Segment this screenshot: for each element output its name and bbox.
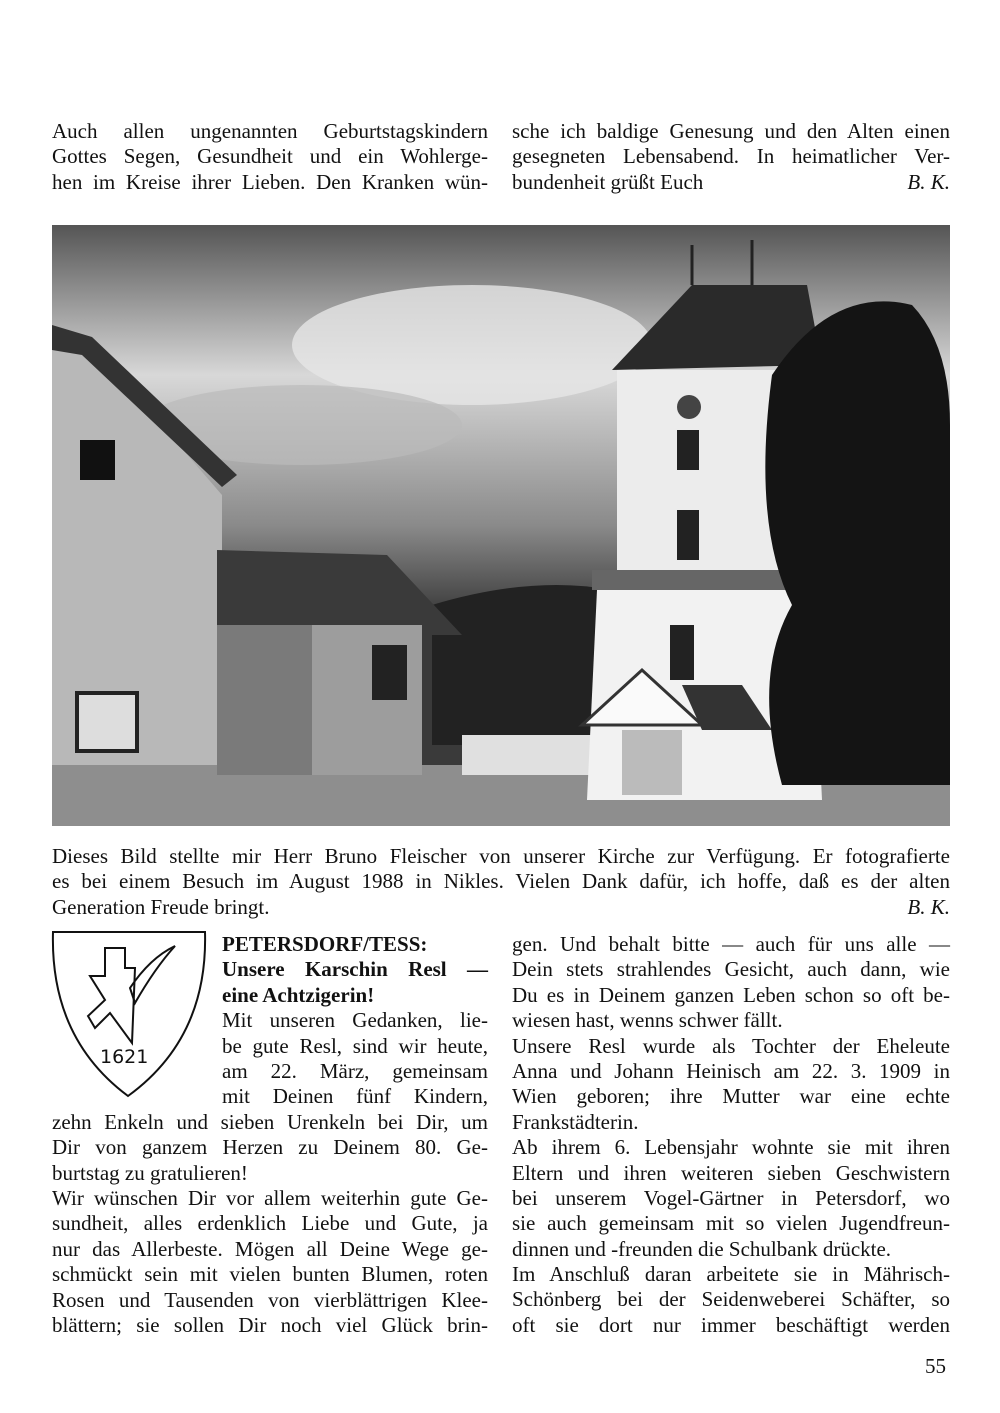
text-line: Gottes Segen, Gesundheit und ein Wohlerge-	[52, 144, 488, 169]
text-line: nur das Allerbeste. Mögen all Deine Wege ge-	[52, 1236, 488, 1261]
coat-of-arms-emblem	[50, 928, 208, 1098]
caption-line: Dieses Bild stellte mir Herr Bruno Fleischer von unserer Kirche zur Verfügung. Er fotografierte	[52, 844, 950, 868]
text-line: am 22. März, gemeinsam	[222, 1058, 488, 1083]
photo-caption	[52, 844, 950, 920]
text-line: Im Anschluß daran arbeitete sie in Mährisch-	[512, 1262, 950, 1287]
text-line: sche ich baldige Genesung und den Alten einen	[512, 119, 950, 143]
text-line: gesegneten Lebensabend. In heimatlicher Ver-	[512, 144, 950, 169]
text-line: wiesen hast, wenns schwer fällt.	[512, 1008, 783, 1033]
article-right-column	[512, 932, 950, 1338]
text-line: burtstag zu gratulieren!	[52, 1160, 248, 1185]
text-line: sie auch gemeinsam mit so vielen Jugendfreun-	[512, 1211, 950, 1236]
text-line: Ab ihrem 6. Lebensjahr wohnte sie mit ihren	[512, 1135, 950, 1160]
text-line: zehn Enkeln und sieben Urenkeln bei Dir, um	[52, 1109, 488, 1134]
text-line: oft sie dort nur immer beschäftigt werden	[512, 1312, 950, 1337]
text-line: Wien geboren; ihre Mutter war eine echte	[512, 1084, 950, 1109]
page-number: 55	[925, 1354, 946, 1378]
church-photo	[52, 225, 950, 826]
article-heading-place: PETERSDORF/TESS:	[222, 932, 428, 956]
text-line: sundheit, alles erdenklich Liebe und Gute, ja	[52, 1211, 488, 1236]
text: Generation Freude bringt.	[52, 894, 270, 919]
top-right-column	[512, 119, 950, 195]
text-line: Dir von ganzem Herzen zu Deinem 80. Ge-	[52, 1135, 488, 1160]
text-line: Anna und Johann Heinisch am 22. 3. 1909 in	[512, 1058, 950, 1083]
text-line: Mit unseren Gedanken, lie-	[222, 1008, 488, 1033]
text-line: bei unserem Vogel-Gärtner in Petersdorf, wo	[512, 1185, 950, 1210]
text-line: Rosen und Tausenden von vierblättrigen Klee-	[52, 1287, 488, 1312]
article-beside-emblem	[222, 932, 488, 1110]
emblem-year: 1621	[100, 1046, 149, 1068]
article-heading: eine Achtzigerin!	[222, 982, 375, 1007]
text-line: dinnen und -freunden die Schulbank drückte.	[512, 1236, 892, 1261]
top-left-column	[52, 119, 488, 195]
text-line: gen. Und behalt bitte — auch für uns alle —	[512, 932, 950, 956]
article-heading: Unsere Karschin Resl —	[222, 957, 488, 982]
text-line: be gute Resl, sind wir heute,	[222, 1033, 488, 1058]
signature: B. K.	[907, 894, 950, 919]
text-line: Du es in Deinem ganzen Leben schon so oft be-	[512, 982, 950, 1007]
text-line: hen im Kreise ihrer Lieben. Den Kranken wün-	[52, 169, 488, 194]
text-line: Auch allen ungenannten Geburtstagskindern	[52, 119, 488, 143]
text-line: Wir wünschen Dir vor allem weiterhin gute Ge-	[52, 1185, 488, 1210]
text-line: Unsere Resl wurde als Tochter der Eheleute	[512, 1033, 950, 1058]
text-line: Frankstädterin.	[512, 1109, 639, 1134]
signature: B. K.	[907, 169, 950, 194]
article-left-column	[52, 1110, 488, 1339]
text-line: blättern; sie sollen Dir noch viel Glück brin-	[52, 1312, 488, 1337]
text-line: schmückt sein mit vielen bunten Blumen, roten	[52, 1262, 488, 1287]
text: bundenheit grüßt Euch	[512, 169, 704, 194]
caption-line: es bei einem Besuch im August 1988 in Nikles. Vielen Dank dafür, ich hoffe, daß es der alten	[52, 869, 950, 894]
text-line: Schönberg bei der Seidenweberei Schäfter, so	[512, 1287, 950, 1312]
caption-line	[52, 895, 950, 920]
text-line: mit Deinen fünf Kindern,	[222, 1084, 488, 1109]
text-line: Dein stets strahlendes Gesicht, auch dann, wie	[512, 957, 950, 982]
text-line: Eltern und ihren weiteren sieben Geschwistern	[512, 1160, 950, 1185]
text-line	[512, 170, 950, 195]
